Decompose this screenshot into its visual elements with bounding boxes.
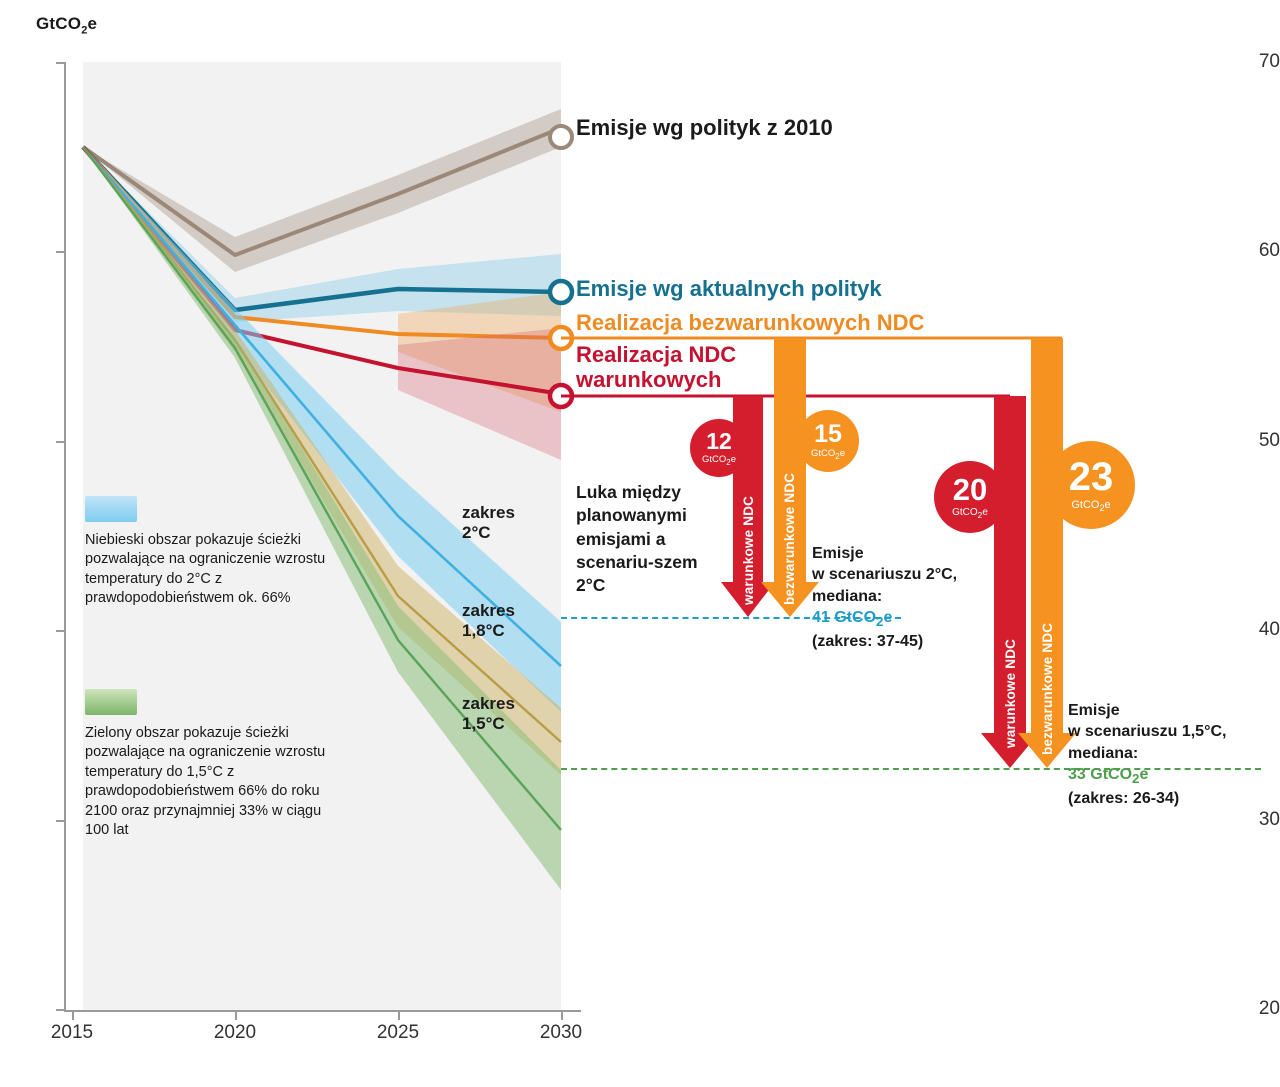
y-tick-20: 20 bbox=[1258, 998, 1280, 1019]
bubble-uncond-15c bbox=[1047, 441, 1135, 529]
x-tick-2025: 2025 bbox=[376, 1022, 420, 1043]
label-current-policies: Emisje wg aktualnych polityk bbox=[576, 276, 882, 301]
median-2c-range: (zakres: 37-45) bbox=[812, 632, 924, 650]
x-tick-2030: 2030 bbox=[539, 1022, 583, 1043]
bubble-cond-15c-value: 20 bbox=[952, 472, 988, 508]
x-tick-2015: 2015 bbox=[50, 1022, 94, 1043]
y-tick-50: 50 bbox=[1258, 430, 1280, 451]
median-15c-line1: Emisje bbox=[1068, 702, 1120, 719]
range-2c-line1: zakres bbox=[462, 503, 515, 522]
range-18c-line1: zakres bbox=[462, 601, 515, 620]
median-2c-line1: Emisje bbox=[812, 545, 864, 562]
arrow-label-cond-15c: warunkowe NDC bbox=[1003, 638, 1018, 748]
bubble-cond-15c-unit: GtCO$_2$e bbox=[952, 507, 988, 521]
bubble-uncond-2c-value: 15 bbox=[814, 419, 842, 448]
chart-unit-title: GtCO$_2$e bbox=[36, 14, 98, 37]
range-18c-line2: 1,8°C bbox=[462, 620, 505, 640]
label-policies-2010: Emisje wg polityk z 2010 bbox=[576, 115, 833, 140]
median-15c-block bbox=[1068, 700, 1258, 809]
label-conditional-ndc-line1: Realizacja NDC bbox=[576, 342, 737, 367]
median-15c-line2: w scenariuszu 1,5°C, bbox=[1068, 723, 1227, 741]
arrow-label-cond-2c: warunkowe NDC bbox=[741, 495, 756, 605]
arrow-label-uncond-15c: bezwarunkowe NDC bbox=[1040, 622, 1055, 755]
median-15c-line3: mediana: bbox=[1068, 744, 1139, 762]
legend-text-blue: Niebieski obszar pokazuje ścieżki pozwalające na ograniczenie wzrostu temperatury do 2°C z prawdopodobieństwem ok. 66% bbox=[85, 532, 326, 607]
gap-2c-title: Luka między planowanymi emisjami a scenariu-szem 2°C bbox=[576, 482, 698, 596]
range-2c-line2: 2°C bbox=[462, 522, 491, 542]
label-unconditional-ndc: Realizacja bezwarunkowych NDC bbox=[576, 310, 925, 335]
y-tick-70: 70 bbox=[1258, 51, 1280, 72]
label-conditional-ndc-line2: warunkowych bbox=[576, 366, 722, 392]
bubble-cond-15c bbox=[934, 461, 1006, 533]
bubble-uncond-15c-unit: GtCO$_2$e bbox=[1071, 498, 1111, 513]
bubble-cond-2c bbox=[690, 419, 748, 477]
bubble-uncond-2c bbox=[797, 410, 859, 472]
median-2c-line2: w scenariuszu 2°C, bbox=[812, 566, 958, 584]
bubble-cond-2c-unit: GtCO$_2$e bbox=[702, 453, 736, 467]
bubble-uncond-2c-unit: GtCO$_2$e bbox=[811, 447, 845, 461]
y-tick-40: 40 bbox=[1258, 619, 1280, 640]
legend-text-green: Zielony obszar pokazuje ścieżki pozwalające na ograniczenie wzrostu temperatury do 1,5°C z prawdopodobieństwem 66% do roku 2100 oraz przynajmniej 33% w ciągu 100 lat bbox=[85, 725, 326, 839]
y-tick-30: 30 bbox=[1258, 809, 1280, 830]
median-2c-value: 41 GtCO$_2$e bbox=[812, 608, 893, 629]
bubble-cond-2c-value: 12 bbox=[706, 427, 732, 454]
range-15c-line1: zakres bbox=[462, 694, 515, 713]
y-tick-60: 60 bbox=[1258, 240, 1280, 261]
arrow-label-uncond-2c: bezwarunkowe NDC bbox=[782, 472, 797, 605]
range-15c-line2: 1,5°C bbox=[462, 713, 505, 733]
x-tick-2020: 2020 bbox=[213, 1022, 257, 1043]
median-2c-block bbox=[812, 543, 1002, 652]
bubble-uncond-15c-value: 23 bbox=[1068, 454, 1114, 499]
median-2c-line3: mediana: bbox=[812, 587, 883, 605]
median-15c-value: 33 GtCO$_2$e bbox=[1068, 765, 1149, 786]
median-15c-range: (zakres: 26-34) bbox=[1068, 789, 1180, 807]
